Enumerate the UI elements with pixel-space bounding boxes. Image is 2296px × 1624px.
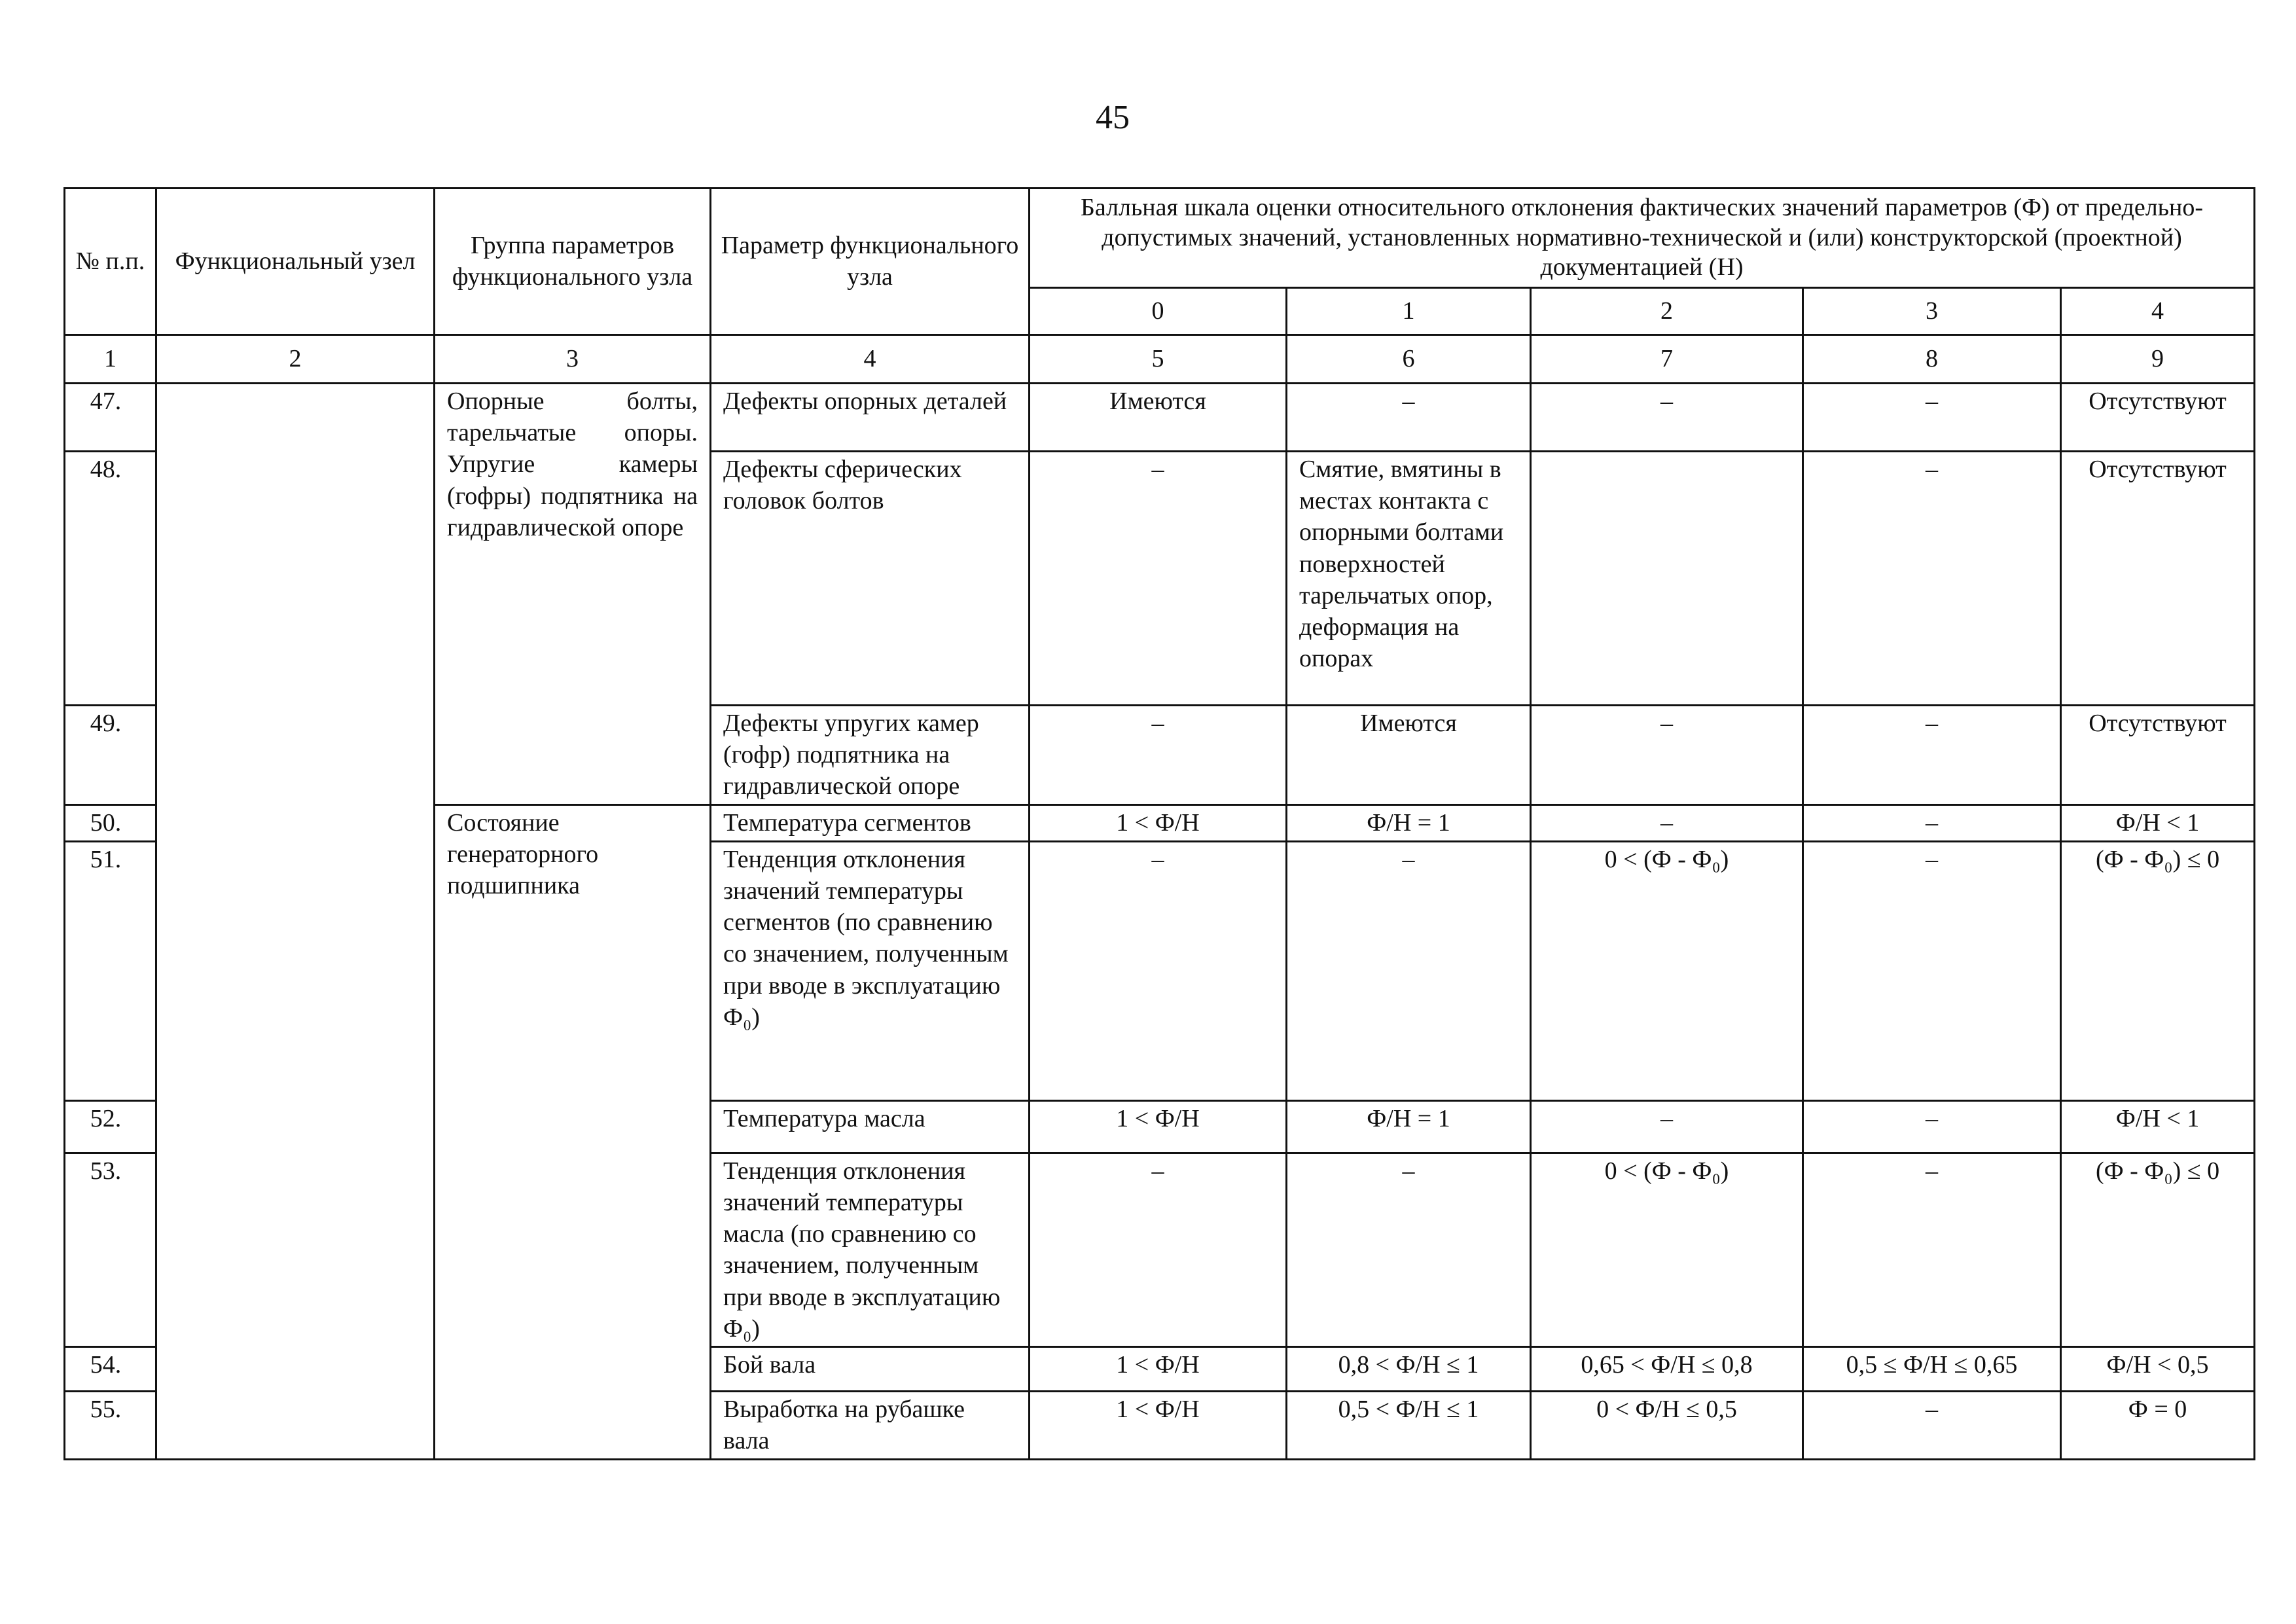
table-body	[65, 383, 2255, 1459]
parameter-name: Тенденция отклонения значений температуры сегментов (по сравнению со значением, полученным при вводе в эксплуатацию Ф₀)	[711, 841, 1030, 1100]
header-parameter-group: Группа параметров функционального узла	[435, 189, 711, 335]
row-number: 49.	[65, 705, 156, 804]
parameters-table	[63, 187, 2255, 1460]
header-score-0: 0	[1030, 287, 1287, 334]
score-0-cell: –	[1030, 841, 1287, 1100]
score-3-cell: –	[1803, 1100, 2061, 1153]
row-number: 50.	[65, 804, 156, 841]
column-number: 2	[156, 334, 435, 383]
column-number: 8	[1803, 334, 2061, 383]
parameter-name: Бой вала	[711, 1347, 1030, 1392]
parameter-name: Выработка на рубашке вала	[711, 1392, 1030, 1460]
parameter-name: Тенденция отклонения значений температуры масла (по сравнению со значением, полученным при вводе в эксплуатацию Ф₀)	[711, 1153, 1030, 1347]
score-1-cell: 0,5 < Ф/Н ≤ 1	[1287, 1392, 1531, 1460]
parameter-name: Дефекты опорных деталей	[711, 383, 1030, 451]
parameter-name: Дефекты упругих камер (гофр) подпятника на гидравлической опоре	[711, 705, 1030, 804]
score-1-cell: –	[1287, 841, 1531, 1100]
score-1-cell: –	[1287, 383, 1531, 451]
score-1-cell: –	[1287, 1153, 1531, 1347]
score-1-cell: 0,8 < Ф/Н ≤ 1	[1287, 1347, 1531, 1392]
score-4-cell: Отсутствуют	[2061, 705, 2255, 804]
header-score-4: 4	[2061, 287, 2255, 334]
score-3-cell: –	[1803, 383, 2061, 451]
row-number: 51.	[65, 841, 156, 1100]
score-3-cell: 0,5 ≤ Ф/Н ≤ 0,65	[1803, 1347, 2061, 1392]
score-0-cell: –	[1030, 1153, 1287, 1347]
score-0-cell: 1 < Ф/Н	[1030, 804, 1287, 841]
score-2-cell: –	[1531, 383, 1803, 451]
score-4-cell: Отсутствуют	[2061, 383, 2255, 451]
score-3-cell: –	[1803, 804, 2061, 841]
score-3-cell: –	[1803, 1153, 2061, 1347]
score-0-cell: 1 < Ф/Н	[1030, 1100, 1287, 1153]
row-number: 55.	[65, 1392, 156, 1460]
column-number: 1	[65, 334, 156, 383]
score-3-cell: –	[1803, 841, 2061, 1100]
header-parameter: Параметр функционального узла	[711, 189, 1030, 335]
score-0-cell: 1 < Ф/Н	[1030, 1392, 1287, 1460]
column-number: 3	[435, 334, 711, 383]
score-2-cell: 0 < (Ф - Ф₀)	[1531, 1153, 1803, 1347]
score-3-cell: –	[1803, 1392, 2061, 1460]
row-number: 54.	[65, 1347, 156, 1392]
column-number: 5	[1030, 334, 1287, 383]
header-functional-unit: Функциональный узел	[156, 189, 435, 335]
functional-unit-cell	[156, 383, 435, 1459]
column-number: 9	[2061, 334, 2255, 383]
parameter-group-cell: Опорные болты, тарельчатые опоры. Упругие камеры (гофры) подпятника на гидравлической опоре	[435, 383, 711, 804]
parameter-name: Температура сегментов	[711, 804, 1030, 841]
score-0-cell: –	[1030, 705, 1287, 804]
score-1-cell: Имеются	[1287, 705, 1531, 804]
header-score-2: 2	[1531, 287, 1803, 334]
score-0-cell: Имеются	[1030, 383, 1287, 451]
table-row	[65, 383, 2255, 451]
score-2-cell: 0,65 < Ф/Н ≤ 0,8	[1531, 1347, 1803, 1392]
column-number: 6	[1287, 334, 1531, 383]
row-number: 47.	[65, 383, 156, 451]
score-2-cell: 0 < (Ф - Ф₀)	[1531, 841, 1803, 1100]
score-1-cell: Смятие, вмятины в местах контакта с опорными болтами поверхностей тарельчатых опор, деформация на опорах	[1287, 451, 1531, 705]
score-2-cell: –	[1531, 1100, 1803, 1153]
score-2-cell: –	[1531, 804, 1803, 841]
score-4-cell: Ф = 0	[2061, 1392, 2255, 1460]
header-score-3: 3	[1803, 287, 2061, 334]
score-0-cell: –	[1030, 451, 1287, 705]
header-no: № п.п.	[65, 189, 156, 335]
score-4-cell: Ф/Н < 1	[2061, 1100, 2255, 1153]
score-3-cell: –	[1803, 451, 2061, 705]
header-score-1: 1	[1287, 287, 1531, 334]
score-2-cell	[1531, 451, 1803, 705]
row-number: 52.	[65, 1100, 156, 1153]
header-score-scale: Балльная шкала оценки относительного отклонения фактических значений параметров (Ф) от предельно-допустимых значений, установленных нормативно-технической и (или) конструкторской (проектной) документацией (Н)	[1030, 189, 2255, 288]
page-number: 45	[1096, 99, 1130, 136]
parameter-name: Температура масла	[711, 1100, 1030, 1153]
column-number: 7	[1531, 334, 1803, 383]
score-2-cell: 0 < Ф/Н ≤ 0,5	[1531, 1392, 1803, 1460]
score-3-cell: –	[1803, 705, 2061, 804]
score-1-cell: Ф/Н = 1	[1287, 804, 1531, 841]
score-4-cell: Ф/Н < 1	[2061, 804, 2255, 841]
score-2-cell: –	[1531, 705, 1803, 804]
row-number: 53.	[65, 1153, 156, 1347]
score-4-cell: (Ф - Ф₀) ≤ 0	[2061, 1153, 2255, 1347]
column-number: 4	[711, 334, 1030, 383]
row-number: 48.	[65, 451, 156, 705]
score-4-cell: Отсутствуют	[2061, 451, 2255, 705]
score-4-cell: (Ф - Ф₀) ≤ 0	[2061, 841, 2255, 1100]
score-1-cell: Ф/Н = 1	[1287, 1100, 1531, 1153]
parameter-group-cell: Состояние генераторного подшипника	[435, 804, 711, 1459]
score-0-cell: 1 < Ф/Н	[1030, 1347, 1287, 1392]
parameter-name: Дефекты сферических головок болтов	[711, 451, 1030, 705]
score-4-cell: Ф/Н < 0,5	[2061, 1347, 2255, 1392]
